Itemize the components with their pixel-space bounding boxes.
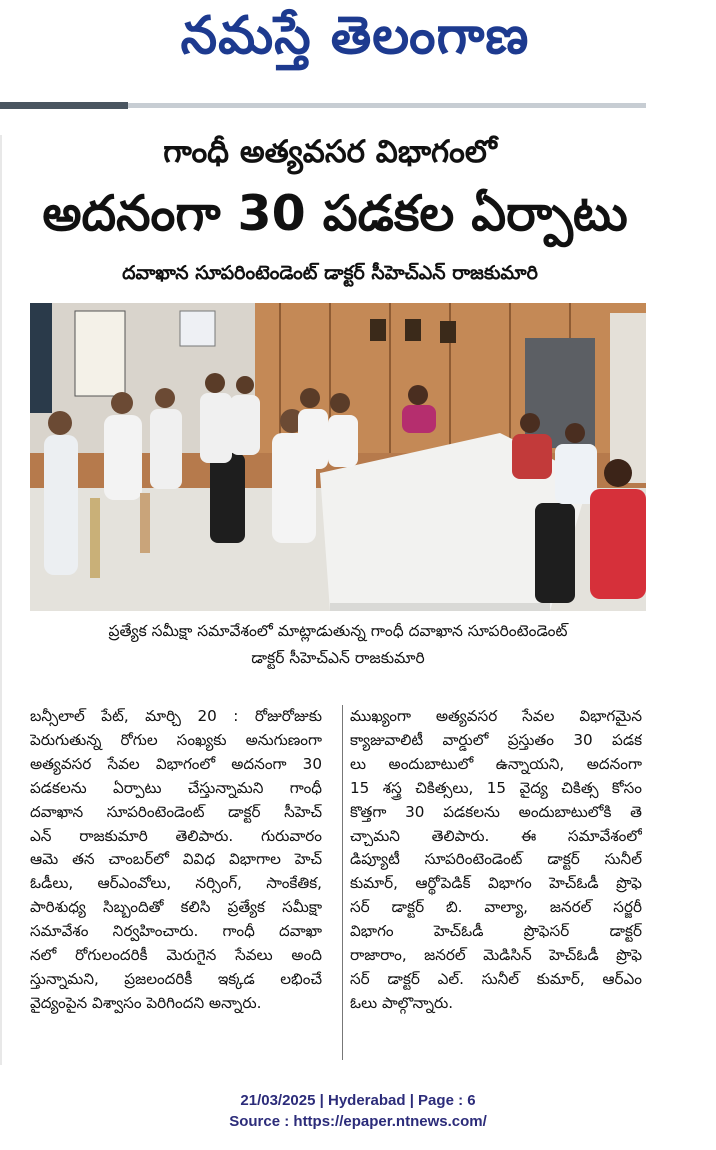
photo-caption (38, 618, 638, 672)
body-line: కుమార్, ఆర్థోపెడిక్ విభాగం హెచ్ఓడీ ప్రొఫె (350, 874, 642, 893)
caption-line: డాక్టర్ సీహెచ్ఎన్ రాజకుమారి (251, 649, 425, 667)
body-line: స్తున్నామని, ప్రజలందరికీ ఇక్కడ లభించే (30, 969, 322, 988)
masthead-rule-accent (0, 102, 128, 109)
body-line: కొత్తగా 30 పడకలను అందుబాటులోకి తె (350, 802, 642, 821)
body-line: దవాఖాన సూపరింటెండెంట్ డాక్టర్ సీహెచ్ (30, 802, 322, 821)
body-line: పడకలను ఏర్పాటు చేస్తున్నామని గాంధీ (30, 778, 322, 797)
body-line: బన్సీలాల్ పేట్, మార్చి 20 : రోజురోజుకు (30, 707, 322, 725)
body-line: ముఖ్యంగా అత్యవసర సేవల విభాగమైన (350, 707, 642, 725)
caption-line: ప్రత్యేక సమీక్షా సమావేశంలో మాట్లాడుతున్న గాంధీ దవాఖాన సూపరింటెండెంట్ (108, 622, 568, 640)
body-line: పారిశుధ్య సిబ్బందితో కలిసి ప్రత్యేక సమీక్షా (30, 898, 322, 917)
article-kicker: గాంధీ అత్యవసర విభాగంలో (163, 134, 497, 170)
body-line: అత్యవసర సేవల విభాగంలో అదనంగా 30 (30, 754, 322, 773)
meeting-photo (30, 303, 646, 611)
body-line: డిప్యూటీ సూపరింటెండెంట్ డాక్టర్ సునీల్ (350, 850, 642, 869)
masthead (0, 0, 716, 100)
body-line: వైద్యంపైన విశ్వాసం పెరిగిందని అన్నారు. (30, 993, 262, 1012)
body-line: ఆమె తన చాంబర్‌లో వివిధ విభాగాల హెచ్ (30, 850, 322, 869)
article-subhead: దవాఖాన సూపరింటెండెంట్ డాక్టర్ సీహెచ్ఎన్ రాజకుమారి (122, 262, 538, 284)
body-line: పెరుగుతున్న రోగుల సంఖ్యకు అనుగుణంగా (30, 730, 322, 749)
footer-source-line: Source : https://epaper.ntnews.com/ (229, 1113, 487, 1130)
body-line: ఓడీలు, ఆర్ఎంవోలు, నర్సింగ్, సాంకేతిక, (30, 874, 322, 893)
body-line: ఓలు పాల్గొన్నారు. (350, 993, 454, 1012)
body-line: రాజారాం, జనరల్ మెడిసిన్ హెచ్ఓడీ ప్రొఫె (350, 946, 642, 965)
body-line: లు అందుబాటులో ఉన్నాయని, అదనంగా (350, 754, 642, 773)
body-column-right (350, 705, 642, 1016)
article-headline: అదనంగా 30 పడకల ఏర్పాటు (42, 185, 628, 242)
body-line: క్యాజువాలిటీ వార్డులో ప్రస్తుతం 30 పడక (350, 730, 642, 749)
body-line: విభాగం హెచ్ఓడీ ప్రొఫెసర్ డాక్టర్ (350, 922, 642, 941)
article-border (0, 135, 2, 1065)
body-column-left (30, 705, 322, 1016)
body-line: సర్ డాక్టర్ ఎల్. సునీల్ కుమార్, ఆర్ఎం (350, 969, 642, 988)
body-line: 15 శస్త్ర చికిత్సలు, 15 వైద్య చికిత్స కోసం (350, 778, 642, 797)
body-line: సర్ డాక్టర్ బి. వాల్యా, జనరల్ సర్జరీ (350, 898, 642, 917)
masthead-rule (128, 103, 646, 108)
column-divider (342, 705, 343, 1060)
page-footer (0, 1090, 716, 1132)
footer-date-line: 21/03/2025 | Hyderabad | Page : 6 (240, 1092, 476, 1109)
newspaper-logo: నమస్తే తెలంగాణ (180, 5, 530, 66)
body-line: చ్చామని తెలిపారు. ఈ సమావేశంలో (350, 826, 642, 845)
body-line: నలో రోగులందరికీ మెరుగైన సేవలు అంది (30, 946, 322, 965)
body-line: సమావేశం నిర్వహించారు. గాంధీ దవాఖా (30, 922, 322, 941)
body-line: ఎన్ రాజకుమారి తెలిపారు. గురువారం (30, 826, 322, 845)
